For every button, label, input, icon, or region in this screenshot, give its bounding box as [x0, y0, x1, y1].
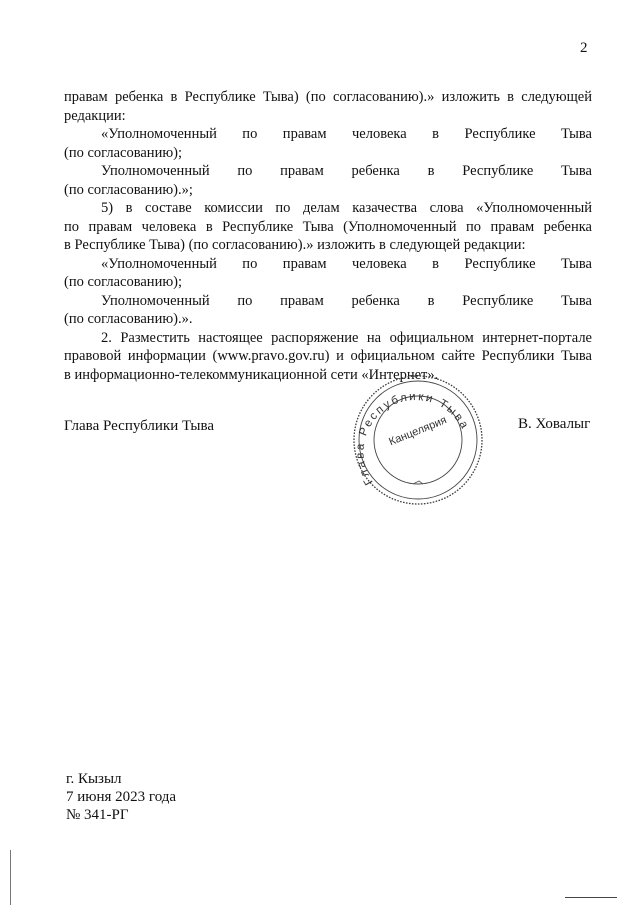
bottom-rule [565, 897, 617, 898]
body-line: (по согласованию).». [64, 311, 193, 327]
official-stamp-seal [343, 372, 493, 507]
page-number: 2 [580, 40, 588, 56]
issue-date: 7 июня 2023 года [66, 789, 177, 805]
body-line: 2. Разместить настоящее распоряжение на официальном интернет-портале [101, 329, 592, 346]
body-line: правовой информации (www.pravo.gov.ru) и официальном сайте Республики Тыва [64, 348, 592, 364]
body-line: редакции: [64, 107, 126, 124]
body-line: 5) в составе комиссии по делам казачества слова «Уполномоченный [101, 200, 592, 216]
scan-margin-line [10, 850, 11, 905]
document-number: № 341-РГ [66, 807, 129, 823]
document-body [64, 88, 592, 384]
body-line: (по согласованию).»; [64, 181, 193, 198]
body-line: (по согласованию); [64, 274, 183, 290]
body-line: «Уполномоченный по правам человека в Республике Тыва [101, 255, 592, 272]
body-line: в информационно-телекоммуникационной сети «Интернет». [64, 366, 439, 383]
document-footer [66, 770, 176, 824]
body-line: по правам человека в Республике Тыва (Уполномоченный по правам ребенка [64, 218, 592, 235]
stamp-outer-text: Глава Республики Тыва [354, 390, 472, 487]
body-line: (по согласованию); [64, 144, 183, 161]
issue-city: г. Кызыл [66, 771, 122, 787]
body-line: «Уполномоченный по правам человека в Республике Тыва [101, 126, 592, 142]
signatory-name: В. Ховалыг [518, 416, 591, 432]
body-line: в Республике Тыва) (по согласованию).» изложить в следующей редакции: [64, 237, 526, 253]
stamp-inner-text: Канцелярия [387, 414, 449, 449]
body-line: правам ребенка в Республике Тыва) (по согласованию).» изложить в следующей [64, 89, 592, 105]
body-line: Уполномоченный по правам ребенка в Республике Тыва [101, 292, 592, 309]
body-line: Уполномоченный по правам ребенка в Республике Тыва [101, 163, 592, 179]
signatory-position: Глава Республики Тыва [64, 418, 215, 434]
